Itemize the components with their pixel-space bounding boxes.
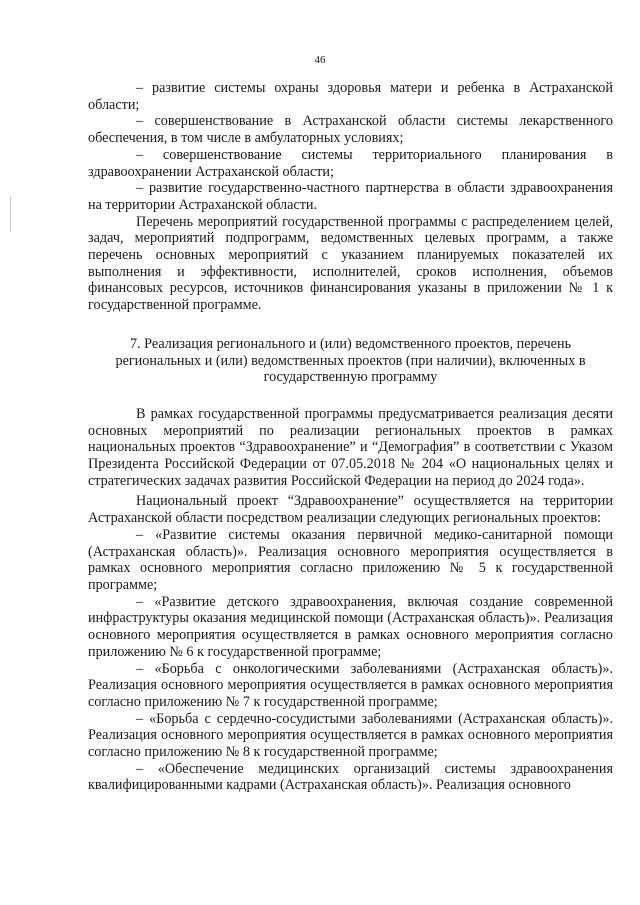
list-item-public-private-partnership: – развитие государственно-частного партнерства в области здравоохранения на территории Астраханской области. bbox=[88, 180, 613, 213]
paragraph-healthcare-project: Национальный проект “Здравоохранение” осуществляется на территории Астраханской области посредством реализации следующих региональных проектов: bbox=[88, 493, 613, 527]
list-item-territorial-planning: – совершенствование системы территориального планирования в здравоохранении Астраханской области; bbox=[88, 146, 613, 180]
section-heading: 7. Реализация регионального и (или) ведомственного проектов, перечень региональных и (или) ведомственных проектов (при наличии), включенных в государственную программу bbox=[115, 335, 586, 386]
list-item-oncology: – «Борьба с онкологическими заболеваниями (Астраханская область)». Реализация основного мероприятия осуществляется в рамках основного мероприятия согласно приложению № 7 к государственной программе; bbox=[88, 660, 613, 710]
paragraph-national-projects: В рамках государственной программы предусматривается реализация десяти основных мероприятий по реализации региональных проектов в рамках национальных проектов “Здравоохранение” и “Демография” в соответствии с Указом Президента Российской Федерации от 07.05.2018 № 204 «О национальных целях и стратегических задачах развития Российской Федерации на период до 2024 года». bbox=[88, 405, 613, 489]
paragraph-measures-list: Перечень мероприятий государственной программы с распределением целей, задач, мероприятий подпрограмм, ведомственных целевых программ, а также перечень основных мероприятий с указанием планируемых показателей их выполнения и эффективности, исполнителей, сроков исполнения, объемов финансовых ресурсов, источников финансирования указаны в приложении № 1 к государственной программе. bbox=[88, 213, 613, 314]
list-item-child-healthcare: – «Развитие детского здравоохранения, включая создание современной инфраструктуры оказания медицинской помощи (Астраханская область)». Реализация основного мероприятия осуществляется в рамках основного мероприятия согласно приложению № 6 к государственной программе; bbox=[88, 593, 613, 660]
list-item-drug-supply: – совершенствование в Астраханской области системы лекарственного обеспечения, в том числе в амбулаторных условиях; bbox=[88, 113, 613, 147]
document-body bbox=[88, 80, 613, 794]
list-item-qualified-staff: – «Обеспечение медицинских организаций системы здравоохранения квалифицированными кадрами (Астраханская область)». Реализация основного bbox=[88, 760, 613, 794]
page-number: 46 bbox=[314, 54, 326, 66]
scan-edge-mark bbox=[10, 196, 11, 232]
list-item-primary-care: – «Развитие системы оказания первичной медико-санитарной помощи (Астраханская область)». Реализация основного мероприятия осуществляется в рамках основного мероприятия согласно приложению № 5 к государственной программе; bbox=[88, 526, 613, 593]
list-item-cardiovascular: – «Борьба с сердечно-сосудистыми заболеваниями (Астраханская область)». Реализация основного мероприятия осуществляется в рамках основного мероприятия согласно приложению № 8 к государственной программе; bbox=[88, 710, 613, 761]
list-item-maternal-health: – развитие системы охраны здоровья матери и ребенка в Астраханской области; bbox=[88, 80, 613, 113]
